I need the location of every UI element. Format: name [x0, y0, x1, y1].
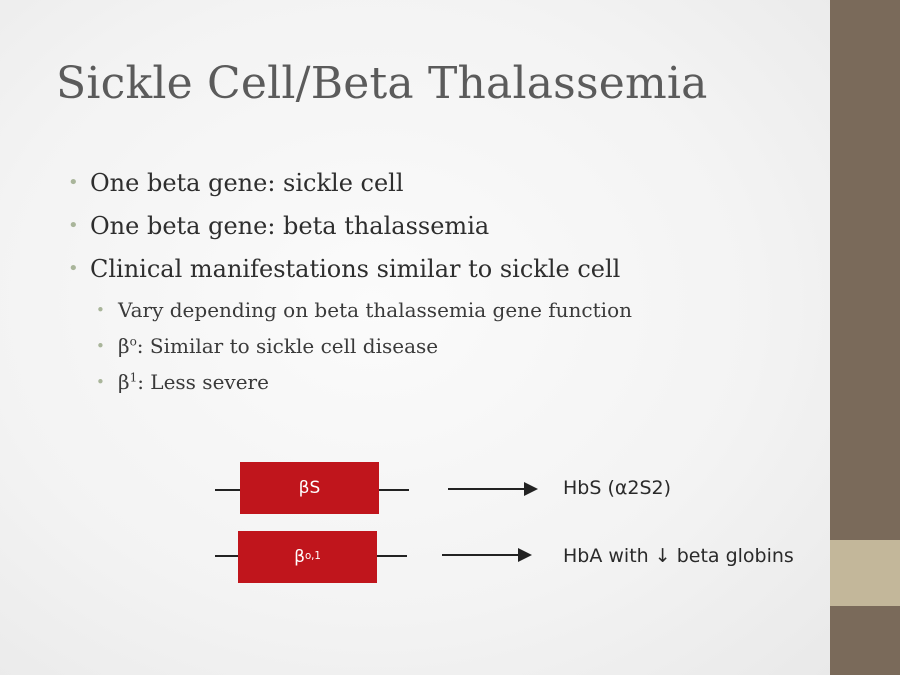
- sub-bullet-text: : Less severe: [137, 370, 269, 394]
- sub-bullet-item: [68, 366, 808, 402]
- gene-symbol: β: [298, 478, 310, 498]
- beta-symbol: β: [118, 370, 130, 394]
- result-label: HbA with ↓ beta globins: [563, 545, 794, 567]
- gene-line-left: [215, 489, 240, 491]
- bullet-dot-icon: •: [68, 258, 79, 279]
- gene-line-right: [379, 489, 409, 491]
- sub-bullet-dot-icon: •: [96, 373, 105, 391]
- gene-box-beta-s: [240, 462, 379, 514]
- bullet-item: [68, 165, 808, 208]
- bullet-text: One beta gene: beta thalassemia: [90, 212, 490, 240]
- bullet-item: [68, 251, 808, 294]
- sub-bullet-dot-icon: •: [96, 301, 105, 319]
- bullet-item: [68, 208, 808, 251]
- bullet-text: Clinical manifestations similar to sickle cell: [90, 255, 621, 283]
- beta-superscript: 1: [129, 370, 138, 385]
- arrow-right-icon: [448, 488, 536, 490]
- gene-line-left: [215, 555, 238, 557]
- bullet-text: One beta gene: sickle cell: [90, 169, 404, 197]
- gene-box-beta-o1: β o,1: [238, 531, 377, 583]
- slide-title: Sickle Cell/Beta Thalassemia: [56, 58, 708, 109]
- sidebar-accent-band: [830, 540, 900, 606]
- sub-bullet-item: [68, 330, 808, 366]
- gene-suffix: S: [309, 478, 321, 498]
- gene-line-right: [377, 555, 407, 557]
- decorative-sidebar: [830, 0, 900, 675]
- bullet-list: [68, 165, 808, 402]
- result-label: HbS (α2S2): [563, 477, 672, 499]
- bullet-dot-icon: •: [68, 172, 79, 193]
- beta-superscript: o: [129, 334, 137, 349]
- arrow-right-icon: [442, 554, 530, 556]
- sub-bullet-text: : Similar to sickle cell disease: [136, 334, 439, 358]
- gene-symbol: β: [294, 547, 305, 567]
- sub-bullet-dot-icon: •: [96, 337, 105, 355]
- bullet-dot-icon: •: [68, 215, 79, 236]
- beta-symbol: β: [118, 334, 130, 358]
- sub-bullet-text: Vary depending on beta thalassemia gene function: [118, 298, 632, 322]
- sub-bullet-item: [68, 294, 808, 330]
